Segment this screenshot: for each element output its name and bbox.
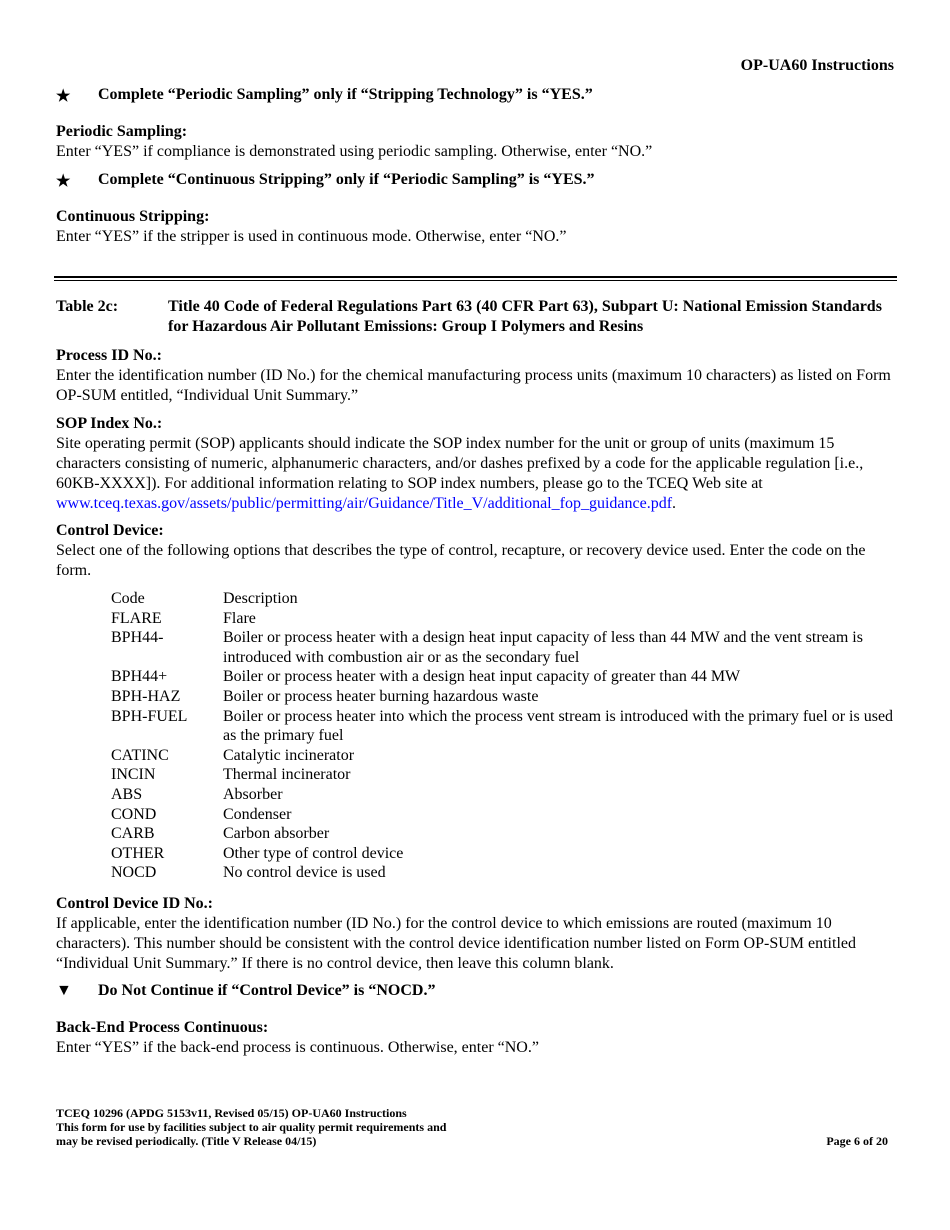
star-icon: ★: [56, 173, 71, 190]
description-cell: Condenser: [223, 805, 292, 823]
table-row: [111, 609, 896, 629]
star-icon: ★: [56, 88, 71, 105]
code-column-header: Code: [111, 590, 145, 607]
table-row: [111, 863, 896, 883]
description-cell: Other type of control device: [223, 844, 404, 862]
code-cell: INCIN: [111, 766, 156, 784]
description-cell: Boiler or process heater with a design heat input capacity of greater than 44 MW: [223, 668, 741, 686]
back-end-process-text: Enter “YES” if the back-end process is continuous. Otherwise, enter “NO.”: [56, 1039, 539, 1056]
code-cell: BPH44-: [111, 629, 164, 647]
control-device-text: Select one of the following options that describes the type of control, recapture, or recovery device used. Enter the code on the form.: [56, 542, 866, 579]
table-row: [111, 687, 896, 707]
description-cell: Catalytic incinerator: [223, 746, 355, 764]
sop-index-period: .: [672, 495, 677, 512]
code-cell: COND: [111, 805, 157, 823]
table-2c-title: Title 40 Code of Federal Regulations Part 63 (40 CFR Part 63), Subpart U: National Emission Standards for Hazardous Air Pollutant Emissions: Group I Polymers and Resins: [168, 298, 882, 335]
periodic-sampling-heading: Periodic Sampling:: [56, 123, 188, 140]
description-column-header: Description: [223, 590, 298, 607]
table-row: [111, 707, 896, 746]
periodic-sampling-text: Enter “YES” if compliance is demonstrated using periodic sampling. Otherwise, enter “NO.”: [56, 143, 653, 160]
continuous-stripping-heading: Continuous Stripping:: [56, 208, 210, 225]
sop-index-text: [56, 434, 896, 514]
sop-index-heading: SOP Index No.:: [56, 415, 163, 432]
description-cell: Flare: [223, 609, 256, 627]
continuous-stripping-note-text: Complete “Continuous Stripping” only if “Periodic Sampling” is “YES.”: [98, 171, 595, 188]
table-row: [111, 824, 896, 844]
code-cell: CATINC: [111, 746, 169, 764]
description-cell: Boiler or process heater burning hazardous waste: [223, 687, 539, 705]
nocd-note-text: Do Not Continue if “Control Device” is “NOCD.”: [98, 982, 436, 999]
control-device-section: [56, 521, 896, 581]
control-device-heading: Control Device:: [56, 522, 164, 539]
section-divider-thick: [54, 276, 897, 278]
code-table-header-row: [111, 589, 896, 609]
description-cell: Carbon absorber: [223, 825, 330, 843]
continuous-stripping-section: [56, 207, 896, 247]
description-cell: Boiler or process heater with a design heat input capacity of less than 44 MW and the vent stream is introduced with combustion air or as the secondary fuel: [223, 629, 863, 666]
additional-fop-guidance-link[interactable]: www.tceq.texas.gov/assets/public/permitting/air/Guidance/Title_V/additional_fop_guidance.pdf: [56, 495, 673, 512]
footer-line-release: may be revised periodically. (Title V Release 04/15): [56, 1134, 317, 1148]
table-2c-label: Table 2c:: [56, 298, 119, 315]
code-cell: BPH-HAZ: [111, 687, 181, 705]
back-end-process-section: [56, 1018, 896, 1058]
sop-index-body: Site operating permit (SOP) applicants should indicate the SOP index number for the unit or group of units (maximum 15 characters consisting of numeric, alphanumeric characters, and/or dashes prefixed by a code for the applicable regulation [i.e., 60KB-XXXX]). For additional information relating to SOP index numbers, please go to the TCEQ Web site at: [56, 435, 864, 492]
process-id-section: [56, 346, 896, 406]
code-cell: CARB: [111, 825, 155, 843]
table-row: [111, 746, 896, 766]
document-footer: [56, 1106, 466, 1148]
control-device-id-section: [56, 894, 896, 974]
page-number: Page 6 of 20: [826, 1134, 888, 1148]
footer-line-form-id: TCEQ 10296 (APDG 5153v11, Revised 05/15) OP-UA60 Instructions: [56, 1106, 407, 1120]
table-row: [111, 628, 896, 667]
description-cell: Absorber: [223, 785, 283, 803]
footer-line-usage: This form for use by facilities subject to air quality permit requirements and: [56, 1120, 447, 1134]
periodic-sampling-note-text: Complete “Periodic Sampling” only if “Stripping Technology” is “YES.”: [98, 86, 593, 103]
back-end-process-heading: Back-End Process Continuous:: [56, 1019, 269, 1036]
process-id-text: Enter the identification number (ID No.) for the chemical manufacturing process units (maximum 10 characters) as listed on Form OP-SUM entitled, “Individual Unit Summary.”: [56, 367, 891, 404]
continuous-stripping-text: Enter “YES” if the stripper is used in continuous mode. Otherwise, enter “NO.”: [56, 228, 567, 245]
description-cell: Thermal incinerator: [223, 766, 351, 784]
document-header-title: OP-UA60 Instructions: [740, 57, 894, 74]
code-cell: BPH44+: [111, 668, 168, 686]
control-device-id-heading: Control Device ID No.:: [56, 895, 214, 912]
control-device-id-text: If applicable, enter the identification number (ID No.) for the control device to which emissions are routed (maximum 10 characters). This number should be consistent with the control device identification number listed on Form OP-SUM entitled “Individual Unit Summary.” If there is no control device, then leave this column blank.: [56, 915, 856, 972]
table-row: [111, 667, 896, 687]
code-cell: ABS: [111, 785, 143, 803]
code-cell: OTHER: [111, 844, 165, 862]
control-device-code-table: [111, 589, 896, 883]
table-row: [111, 805, 896, 825]
sop-index-section: [56, 414, 896, 514]
section-divider-thin: [54, 280, 897, 281]
table-row: [111, 765, 896, 785]
process-id-heading: Process ID No.:: [56, 347, 162, 364]
periodic-sampling-section: [56, 122, 896, 162]
description-cell: Boiler or process heater into which the process vent stream is introduced with the primary fuel or is used as the primary fuel: [223, 707, 894, 745]
table-row: [111, 844, 896, 864]
down-triangle-icon: ▼: [56, 982, 72, 999]
description-cell: No control device is used: [223, 864, 386, 882]
code-cell: NOCD: [111, 864, 157, 882]
table-row: [111, 785, 896, 805]
code-cell: FLARE: [111, 609, 162, 627]
code-cell: BPH-FUEL: [111, 707, 188, 725]
